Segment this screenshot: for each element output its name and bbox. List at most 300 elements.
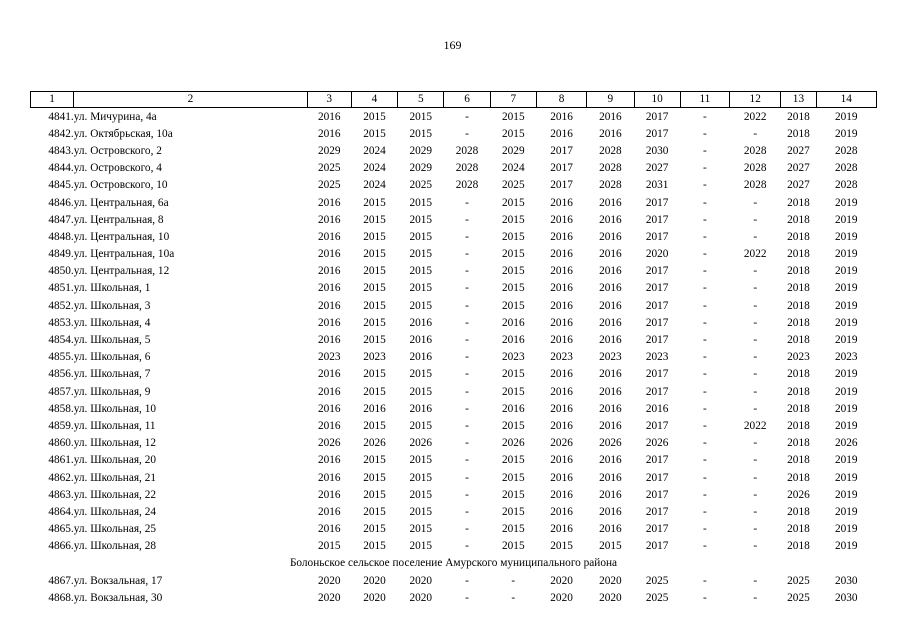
year-cell: - [465,334,469,347]
year-cell: 2024 [363,144,386,157]
year-cell: 2016 [599,316,622,329]
address-cell: ул. Школьная, 22 [73,488,156,501]
year-cell: 2027 [787,162,810,175]
row-number: 4843. [48,144,74,157]
column-header: 8 [536,92,586,108]
year-cell: 2016 [317,110,341,123]
column-header: 10 [634,92,680,108]
year-cell: - [465,488,469,501]
row-number: 4850. [48,265,74,278]
year-cell: 2016 [550,488,573,501]
year-cell: 2016 [550,265,573,278]
year-cell: 2026 [645,437,669,450]
table-row [31,503,877,520]
column-header: 13 [781,92,816,108]
year-cell: 2020 [409,574,433,587]
table-row [31,417,877,434]
year-cell: - [703,437,707,450]
address-cell: ул. Островского, 4 [73,162,162,175]
year-cell: 2015 [599,540,622,553]
address-cell: ул. Мичурина, 4а [73,110,157,123]
year-cell: - [465,299,469,312]
year-cell: - [465,368,469,381]
year-cell: 2015 [409,419,433,432]
year-cell: - [703,591,707,604]
address-cell: ул. Школьная, 7 [73,368,151,381]
year-cell: 2026 [502,437,525,450]
table-row [31,538,877,555]
year-cell: - [465,402,469,415]
year-cell: 2015 [409,523,433,536]
year-cell: - [703,540,707,553]
year-cell: - [703,196,707,209]
row-number: 4845. [48,179,74,192]
year-cell: 2023 [834,351,858,364]
year-cell: - [511,591,516,604]
year-cell: 2015 [502,213,525,226]
year-cell: - [753,334,758,347]
year-cell: 2016 [550,471,573,484]
year-cell: 2016 [550,127,573,140]
year-cell: 2016 [599,334,622,347]
year-cell: 2016 [599,368,622,381]
address-cell: ул. Школьная, 12 [73,437,156,450]
table-row [31,160,877,177]
year-cell: - [703,488,707,501]
year-cell: 2015 [363,488,386,501]
year-cell: 2015 [363,196,386,209]
year-cell: 2019 [834,368,858,381]
year-cell: 2016 [550,110,573,123]
year-cell: 2015 [363,110,386,123]
year-cell: 2017 [645,316,669,329]
year-cell: 2015 [550,540,573,553]
year-cell: 2015 [409,265,433,278]
year-cell: - [703,454,707,467]
year-cell: - [753,488,758,501]
year-cell: - [465,248,469,261]
year-cell: 2016 [550,316,573,329]
year-cell: 2016 [599,454,622,467]
year-cell: - [753,368,758,381]
year-cell: 2020 [317,591,341,604]
year-cell: 2016 [317,230,341,243]
year-cell: - [703,471,707,484]
year-cell: - [703,523,707,536]
row-number: 4849. [48,248,74,261]
year-cell: 2018 [787,230,810,243]
row-number: 4841. [48,110,74,123]
year-cell: 2015 [502,127,525,140]
year-cell: 2015 [502,505,525,518]
address-cell: ул. Островского, 10 [73,179,168,192]
year-cell: 2015 [409,299,433,312]
year-cell: 2016 [317,265,341,278]
year-cell: 2016 [599,127,622,140]
year-cell: 2029 [409,162,433,175]
address-cell: ул. Школьная, 24 [73,505,156,518]
year-cell: - [703,213,707,226]
year-cell: 2015 [409,540,433,553]
year-cell: 2023 [502,351,525,364]
address-cell: ул. Центральная, 12 [73,265,170,278]
year-cell: - [753,230,758,243]
year-cell: 2017 [645,419,669,432]
year-cell: 2025 [317,162,341,175]
year-cell: 2022 [743,110,767,123]
address-cell: ул. Школьная, 28 [73,540,156,553]
year-cell: 2016 [409,334,433,347]
year-cell: 2015 [409,282,433,295]
table-row [31,194,877,211]
year-cell: 2015 [502,419,525,432]
year-cell: 2017 [645,334,669,347]
table-row [31,366,877,383]
year-cell: 2015 [409,248,433,261]
year-cell: 2016 [317,471,341,484]
year-cell: 2015 [409,368,433,381]
year-cell: 2016 [550,213,573,226]
year-cell: 2020 [409,591,433,604]
table-row [31,228,877,245]
table-row [31,435,877,452]
year-cell: 2016 [502,334,525,347]
year-cell: - [465,437,469,450]
year-cell: - [753,196,758,209]
year-cell: 2019 [834,540,858,553]
row-number: 4860. [48,437,74,450]
year-cell: 2016 [317,454,341,467]
year-cell: 2015 [409,110,433,123]
year-cell: 2016 [409,402,433,415]
year-cell: 2018 [787,213,810,226]
row-number: 4847. [48,213,74,226]
year-cell: 2016 [317,385,341,398]
row-number: 4863. [48,488,74,501]
year-cell: 2024 [363,179,386,192]
year-cell: 2015 [363,248,386,261]
year-cell: 2015 [363,523,386,536]
year-cell: 2016 [599,248,622,261]
year-cell: 2029 [502,144,525,157]
year-cell: 2026 [834,437,858,450]
address-cell: ул. Центральная, 10а [73,248,175,261]
year-cell: 2019 [834,454,858,467]
year-cell: - [703,419,707,432]
year-cell: 2022 [743,419,767,432]
year-cell: 2028 [599,179,622,192]
table-row [31,314,877,331]
year-cell: - [511,574,516,587]
year-cell: 2016 [550,368,573,381]
year-cell: 2015 [502,196,525,209]
table-row [31,521,877,538]
repair-schedule-table [30,91,877,606]
year-cell: 2019 [834,230,858,243]
year-cell: 2030 [834,591,858,604]
table-row [31,125,877,142]
year-cell: 2016 [599,265,622,278]
year-cell: 2018 [787,437,810,450]
year-cell: 2028 [743,162,767,175]
year-cell: - [753,574,758,587]
year-cell: - [753,265,758,278]
table-row [31,280,877,297]
year-cell: 2016 [550,419,573,432]
year-cell: 2019 [834,419,858,432]
year-cell: - [753,437,758,450]
year-cell: 2015 [502,248,525,261]
year-cell: 2018 [787,265,810,278]
year-cell: - [703,505,707,518]
address-cell: ул. Октябрьская, 10а [73,127,173,140]
year-cell: 2016 [550,196,573,209]
address-cell: ул. Школьная, 5 [73,334,151,347]
year-cell: - [465,127,469,140]
year-cell: 2016 [550,402,573,415]
year-cell: 2025 [787,574,810,587]
year-cell: - [703,110,707,123]
year-cell: - [753,213,758,226]
year-cell: - [703,351,707,364]
year-cell: 2023 [645,351,669,364]
year-cell: 2018 [787,316,810,329]
year-cell: 2023 [787,351,810,364]
column-header: 1 [31,92,74,108]
row-number: 4853. [48,316,74,329]
year-cell: 2015 [502,265,525,278]
year-cell: 2019 [834,523,858,536]
year-cell: 2016 [317,248,341,261]
year-cell: 2015 [502,282,525,295]
year-cell: - [703,127,707,140]
year-cell: 2015 [363,385,386,398]
year-cell: 2015 [409,127,433,140]
year-cell: 2016 [317,368,341,381]
year-cell: 2016 [317,334,341,347]
address-cell: ул. Вокзальная, 17 [73,574,163,587]
year-cell: 2015 [502,368,525,381]
year-cell: - [753,316,758,329]
year-cell: 2019 [834,127,858,140]
row-number: 4852. [48,299,74,312]
year-cell: 2017 [645,110,669,123]
table-row [31,589,877,606]
year-cell: 2027 [787,144,810,157]
year-cell: 2016 [409,316,433,329]
year-cell: 2018 [787,127,810,140]
year-cell: - [465,265,469,278]
table-row [31,486,877,503]
year-cell: 2030 [834,574,858,587]
year-cell: 2020 [550,574,573,587]
year-cell: 2016 [502,402,525,415]
year-cell: 2019 [834,282,858,295]
year-cell: 2017 [645,540,669,553]
year-cell: - [465,540,469,553]
year-cell: 2016 [550,248,573,261]
year-cell: - [465,110,469,123]
year-cell: 2016 [599,471,622,484]
year-cell: 2016 [317,127,341,140]
row-number: 4848. [48,230,74,243]
year-cell: - [465,419,469,432]
column-header: 2 [74,92,307,108]
year-cell: 2015 [409,385,433,398]
row-number: 4868. [48,591,74,604]
year-cell: 2015 [363,471,386,484]
year-cell: - [465,591,469,604]
year-cell: 2025 [645,591,669,604]
year-cell: 2018 [787,471,810,484]
year-cell: 2016 [599,230,622,243]
address-cell: ул. Школьная, 25 [73,523,156,536]
year-cell: 2028 [834,162,858,175]
year-cell: 2026 [550,437,573,450]
year-cell: - [753,385,758,398]
table-row [31,297,877,314]
year-cell: 2028 [743,179,767,192]
year-cell: - [753,454,758,467]
year-cell: 2028 [455,162,479,175]
year-cell: 2016 [599,488,622,501]
year-cell: 2016 [550,505,573,518]
year-cell: 2016 [502,316,525,329]
year-cell: 2020 [363,574,386,587]
year-cell: - [703,334,707,347]
year-cell: 2017 [645,213,669,226]
year-cell: 2019 [834,334,858,347]
year-cell: 2016 [317,282,341,295]
address-cell: ул. Школьная, 9 [73,385,151,398]
year-cell: 2017 [550,162,573,175]
year-cell: 2016 [317,505,341,518]
year-cell: 2015 [363,540,386,553]
column-header: 5 [398,92,444,108]
year-cell: - [465,213,469,226]
year-cell: 2015 [363,127,386,140]
year-cell: 2016 [550,334,573,347]
year-cell: 2018 [787,196,810,209]
year-cell: 2019 [834,402,858,415]
address-cell: ул. Школьная, 10 [73,402,156,415]
year-cell: - [465,351,469,364]
page-number: 169 [443,38,462,52]
column-header: 4 [351,92,397,108]
year-cell: 2015 [363,316,386,329]
year-cell: 2016 [317,213,341,226]
year-cell: 2017 [645,471,669,484]
row-number: 4864. [48,505,74,518]
year-cell: 2015 [502,110,525,123]
year-cell: 2018 [787,299,810,312]
row-number: 4846. [48,196,74,209]
year-cell: 2015 [363,299,386,312]
year-cell: 2016 [317,488,341,501]
row-number: 4855. [48,351,74,364]
year-cell: 2015 [363,230,386,243]
year-cell: 2017 [645,282,669,295]
year-cell: 2019 [834,299,858,312]
year-cell: - [753,505,758,518]
year-cell: 2016 [599,299,622,312]
row-number: 4856. [48,368,74,381]
year-cell: - [753,402,758,415]
year-cell: 2015 [409,213,433,226]
year-cell: - [703,144,707,157]
year-cell: - [753,127,758,140]
column-header: 14 [816,92,876,108]
year-cell: 2023 [317,351,341,364]
address-cell: ул. Школьная, 4 [73,316,151,329]
year-cell: 2026 [787,488,810,501]
year-cell: 2015 [409,505,433,518]
year-cell: 2018 [787,523,810,536]
year-cell: 2019 [834,265,858,278]
year-cell: 2015 [363,419,386,432]
row-number: 4844. [48,162,74,175]
year-cell: 2016 [317,299,341,312]
year-cell: 2028 [455,179,479,192]
year-cell: 2015 [502,454,525,467]
year-cell: 2019 [834,196,858,209]
year-cell: - [753,591,758,604]
year-cell: - [703,162,707,175]
row-number: 4857. [48,385,74,398]
year-cell: 2016 [550,523,573,536]
year-cell: 2016 [363,402,386,415]
year-cell: 2026 [363,437,386,450]
year-cell: 2019 [834,248,858,261]
year-cell: - [753,523,758,536]
year-cell: 2015 [363,265,386,278]
column-header: 12 [730,92,781,108]
year-cell: 2015 [363,505,386,518]
year-cell: 2024 [502,162,525,175]
row-number: 4865. [48,523,74,536]
year-cell: 2017 [645,454,669,467]
year-cell: 2015 [409,196,433,209]
address-cell: ул. Островского, 2 [73,144,162,157]
year-cell: 2029 [409,144,433,157]
table-row [31,400,877,417]
year-cell: 2017 [550,144,573,157]
year-cell: - [465,196,469,209]
year-cell: 2020 [599,574,622,587]
year-cell: 2017 [645,505,669,518]
year-cell: 2015 [409,488,433,501]
year-cell: - [703,299,707,312]
year-cell: 2016 [599,196,622,209]
year-cell: 2025 [502,179,525,192]
year-cell: 2025 [409,179,433,192]
year-cell: - [703,248,707,261]
section-heading-row [31,555,877,572]
year-cell: 2018 [787,385,810,398]
year-cell: - [703,282,707,295]
year-cell: 2016 [550,299,573,312]
year-cell: - [465,230,469,243]
address-cell: ул. Центральная, 6а [73,196,169,209]
year-cell: 2018 [787,282,810,295]
year-cell: 2015 [502,299,525,312]
year-cell: 2017 [645,368,669,381]
year-cell: - [703,368,707,381]
year-cell: 2015 [317,540,341,553]
row-number: 4858. [48,402,74,415]
year-cell: 2018 [787,334,810,347]
year-cell: 2020 [317,574,341,587]
